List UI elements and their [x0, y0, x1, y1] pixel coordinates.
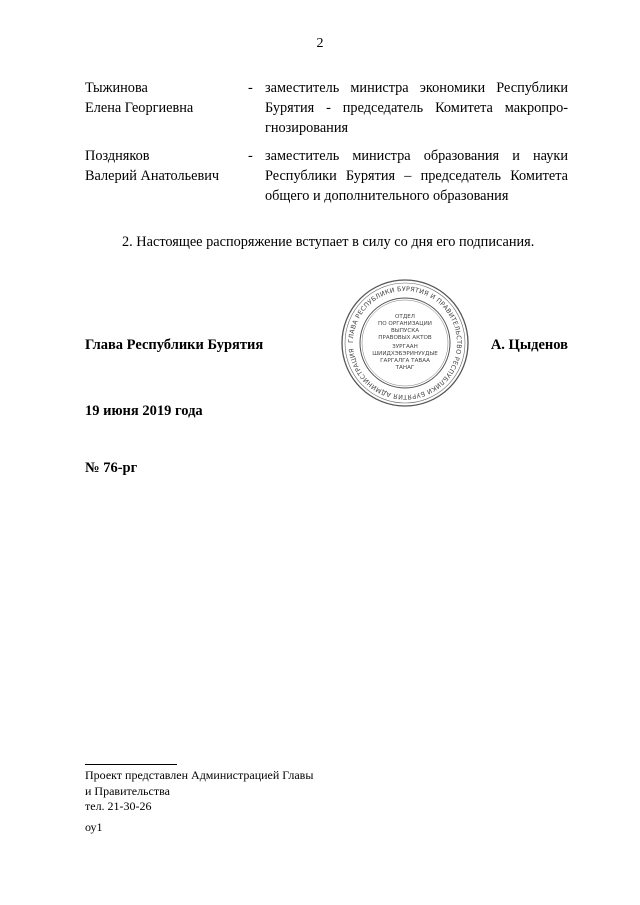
seal-line: ПО ОРГАНИЗАЦИИ: [378, 321, 432, 327]
member-surname: Тыжинова: [85, 80, 148, 96]
footnote-divider: [85, 764, 177, 765]
document-date: 19 июня 2019 года: [85, 403, 203, 419]
signatory-name: А. Цыденов: [490, 337, 568, 353]
footnote-line: тел. 21-30-26: [85, 799, 152, 813]
seal-line: ГАРГАЛГА ТАВАА: [380, 358, 430, 364]
document-code: оу1: [85, 820, 103, 834]
document-number: № 76-рг: [85, 460, 138, 476]
role-line: Республики Бурятия – председатель Комитета: [265, 168, 568, 184]
seal-line: ПРАВОВЫХ АКТОВ: [378, 335, 432, 341]
member-name: [85, 78, 250, 118]
footnote-line: и Правительства: [85, 783, 170, 798]
seal-line: ЗУРГААН: [392, 344, 418, 350]
effective-date-paragraph: 2. Настоящее распоряжение вступает в силу со дня его подписания.: [122, 234, 535, 250]
signatory-title: Глава Республики Бурятия: [85, 337, 264, 353]
footnote: [85, 768, 313, 815]
footnote-line: Проект представлен Администрацией Главы: [85, 768, 314, 782]
role-line: заместитель министра образования и науки: [265, 148, 568, 164]
svg-text:ГЛАВА РЕСПУБЛИКИ БУРЯТИЯ И ПРА: [347, 285, 463, 401]
role-line: Бурятия - председатель Комитета макропро-: [265, 100, 568, 116]
role-line: заместитель министра экономики Республики: [265, 80, 568, 96]
seal-line: ТАНАГ: [395, 365, 415, 371]
page-number: 2: [316, 36, 324, 51]
seal-line: ВЫПУСКА: [390, 328, 420, 334]
seal-line: ОТДЕЛ: [395, 314, 415, 320]
member-given-names: Валерий Анатольевич: [85, 168, 220, 184]
role-line: общего и дополнительного образования: [265, 188, 509, 204]
role-line: гнозирования: [265, 120, 349, 136]
seal-outer-text: ГЛАВА РЕСПУБЛИКИ БУРЯТИЯ И ПРАВИТЕЛЬСТВО РЕСПУБЛИКИ БУРЯТИЯ АДМИНИСТРАЦИЯ: [346, 284, 464, 402]
official-seal: [340, 278, 470, 408]
member-dash: -: [248, 148, 253, 164]
member-name: [85, 146, 250, 186]
seal-line: ШИИДХЭБЭРИНУУДЫЕ: [372, 351, 438, 357]
member-role: [265, 78, 568, 138]
member-dash: -: [248, 80, 253, 96]
member-role: [265, 146, 568, 206]
member-surname: Поздняков: [85, 148, 150, 164]
member-given-names: Елена Георгиевна: [85, 100, 194, 116]
